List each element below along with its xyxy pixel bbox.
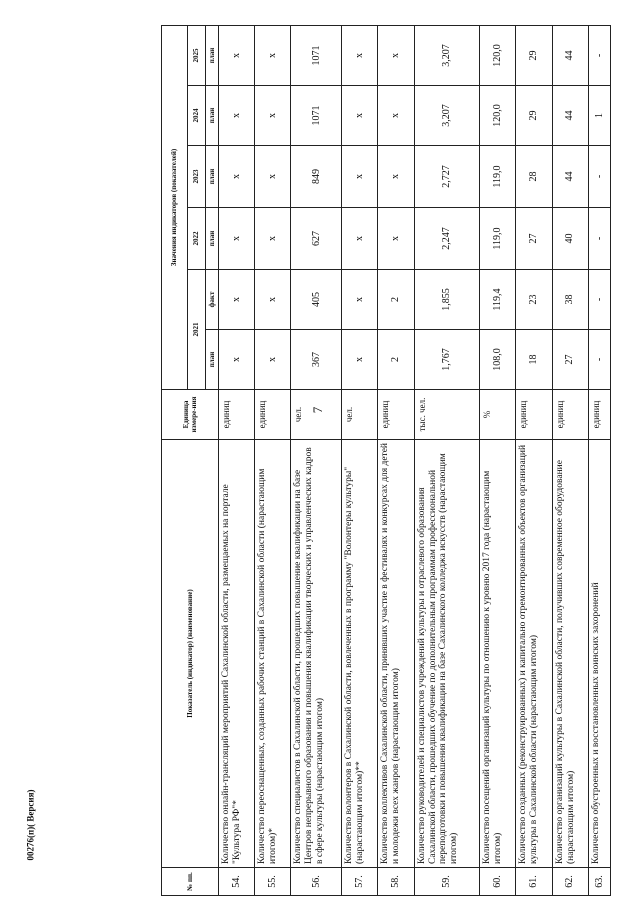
value-2022-plan: 27 <box>516 208 552 270</box>
value-2022-plan: x <box>255 208 291 270</box>
value-2021-plan: 1,767 <box>414 330 480 390</box>
value-2022-plan: 2,247 <box>414 208 480 270</box>
row-indicator-name: Количество коллективов Сахалинской области, принявших участие в фестивалях и конкурсах для детей и молодежи всех жанров (нарастающим итогом) <box>378 440 414 868</box>
column-header-year-2022: 2022 <box>188 208 206 270</box>
value-2022-plan: x <box>342 208 378 270</box>
column-header-plan: план <box>206 146 219 208</box>
value-2024-plan: 120,0 <box>480 86 516 146</box>
row-unit: единиц <box>552 390 588 440</box>
table-row <box>414 25 480 895</box>
value-2023-plan: 849 <box>291 146 342 208</box>
row-unit: единиц <box>516 390 552 440</box>
value-2023-plan: 2,727 <box>414 146 480 208</box>
value-2021-fact: x <box>342 270 378 330</box>
row-unit: тыс. чел. <box>414 390 480 440</box>
value-2022-plan: - <box>588 208 610 270</box>
row-indicator-name: Количество обустроенных и восстановленных воинских захоронений <box>588 440 610 868</box>
value-2024-plan: x <box>342 86 378 146</box>
value-2023-plan: 28 <box>516 146 552 208</box>
value-2024-plan: 1071 <box>291 86 342 146</box>
value-2025-plan: - <box>588 25 610 85</box>
value-2025-plan: x <box>219 25 255 85</box>
row-number: 54. <box>219 868 255 896</box>
row-indicator-name: Количество посещений организаций культуры по отношению к уровню 2017 года (нарастающим итогом) <box>480 440 516 868</box>
value-2024-plan: x <box>378 86 414 146</box>
table-row <box>291 25 342 895</box>
column-header-year-2023: 2023 <box>188 146 206 208</box>
row-unit: единиц <box>378 390 414 440</box>
value-2025-plan: 120,0 <box>480 25 516 85</box>
row-indicator-name: Количество руководителей и специалистов учреждений культуры и отраслевого образования Сахалинской области, прошедших обучение по дополнительным программам профессиональной переподготовки и повышения квалификации на базе Сахалинского колледжа искусств (нарастающим итогом) <box>414 440 480 868</box>
row-number: 58. <box>378 868 414 896</box>
column-header-plan: план <box>206 208 219 270</box>
row-number: 60. <box>480 868 516 896</box>
row-number: 61. <box>516 868 552 896</box>
column-header-year-2025: 2025 <box>188 25 206 85</box>
row-indicator-name: Количество специалистов в Сахалинской области, прошедших повышение квалификации на базе Центров непрерывного образования и повышения квалификации творческих и управленческих кадров в сфере культуры (нарастающим итогом) <box>291 440 342 868</box>
value-2024-plan: 44 <box>552 86 588 146</box>
indicators-table-container <box>161 26 611 896</box>
table-row <box>255 25 291 895</box>
row-number: 63. <box>588 868 610 896</box>
row-unit: единиц <box>255 390 291 440</box>
value-2025-plan: x <box>378 25 414 85</box>
value-2021-fact: 1,855 <box>414 270 480 330</box>
table-row <box>552 25 588 895</box>
value-2022-plan: x <box>219 208 255 270</box>
table-row <box>219 25 255 895</box>
value-2022-plan: 627 <box>291 208 342 270</box>
table-row <box>378 25 414 895</box>
row-indicator-name: Количество созданных (реконструированных) и капитально отремонтированных объектов организаций культуры в Сахалинской области (нарастающим итогом) <box>516 440 552 868</box>
value-2021-fact: 405 <box>291 270 342 330</box>
value-2025-plan: x <box>255 25 291 85</box>
row-number: 57. <box>342 868 378 896</box>
value-2023-plan: x <box>342 146 378 208</box>
value-2021-plan: x <box>219 330 255 390</box>
value-2021-fact: x <box>255 270 291 330</box>
value-2023-plan: 119,0 <box>480 146 516 208</box>
value-2021-plan: 367 <box>291 330 342 390</box>
value-2021-plan: 27 <box>552 330 588 390</box>
row-indicator-name: Количество организаций культуры в Сахалинской области, получивших современное оборудование (нарастающим итогом) <box>552 440 588 868</box>
value-2024-plan: x <box>255 86 291 146</box>
column-header-year-2021: 2021 <box>188 270 206 390</box>
column-header-plan: план <box>206 25 219 85</box>
column-header-year-2024: 2024 <box>188 86 206 146</box>
value-2025-plan: 3,207 <box>414 25 480 85</box>
value-2025-plan: 29 <box>516 25 552 85</box>
value-2021-fact: 23 <box>516 270 552 330</box>
value-2021-plan: 18 <box>516 330 552 390</box>
value-2021-fact: 2 <box>378 270 414 330</box>
value-2022-plan: 40 <box>552 208 588 270</box>
column-header-unit: Единица измере-ния <box>162 390 219 440</box>
page-number: 7 <box>309 406 325 414</box>
row-unit: единиц <box>219 390 255 440</box>
row-number: 59. <box>414 868 480 896</box>
document-version-label: 00276(п)( Версия) <box>25 789 36 861</box>
value-2021-plan: 108,0 <box>480 330 516 390</box>
value-2021-fact: 119,4 <box>480 270 516 330</box>
value-2022-plan: 119,0 <box>480 208 516 270</box>
value-2023-plan: - <box>588 146 610 208</box>
row-unit: % <box>480 390 516 440</box>
row-unit: чел. <box>342 390 378 440</box>
row-indicator-name: Количество онлайн-трансляций мероприятий Сахалинской области, размещаемых на портале "Культура РФ"* <box>219 440 255 868</box>
column-header-plan: план <box>206 86 219 146</box>
column-header-number: № пп. <box>162 868 219 896</box>
value-2021-fact: x <box>219 270 255 330</box>
value-2021-fact: 38 <box>552 270 588 330</box>
value-2022-plan: x <box>378 208 414 270</box>
table-row <box>516 25 552 895</box>
table-row <box>588 25 610 895</box>
column-header-name: Показатель (индикатор) (наименование) <box>162 440 219 868</box>
value-2025-plan: 44 <box>552 25 588 85</box>
value-2023-plan: x <box>219 146 255 208</box>
value-2023-plan: x <box>378 146 414 208</box>
value-2023-plan: 44 <box>552 146 588 208</box>
row-unit: единиц <box>588 390 610 440</box>
row-indicator-name: Количество волонтеров в Сахалинской области, вовлеченных в программу "Волонтеры культуры" (нарастающим итогом)** <box>342 440 378 868</box>
row-number: 62. <box>552 868 588 896</box>
indicators-table <box>161 25 611 896</box>
table-row <box>342 25 378 895</box>
value-2021-plan: 2 <box>378 330 414 390</box>
column-header-plan: план <box>206 330 219 390</box>
row-unit: чел. <box>291 390 342 440</box>
value-2024-plan: 1 <box>588 86 610 146</box>
value-2023-plan: x <box>255 146 291 208</box>
value-2021-plan: x <box>342 330 378 390</box>
table-row <box>480 25 516 895</box>
value-2025-plan: 1071 <box>291 25 342 85</box>
column-header-fact: факт <box>206 270 219 330</box>
column-header-values: Значения индикаторов (показателей) <box>162 25 188 389</box>
value-2024-plan: x <box>219 86 255 146</box>
row-number: 55. <box>255 868 291 896</box>
value-2021-plan: x <box>255 330 291 390</box>
value-2025-plan: x <box>342 25 378 85</box>
row-number: 56. <box>291 868 342 896</box>
row-indicator-name: Количество переоснащенных, созданных рабочих станций в Сахалинской области (нарастающим итогом)* <box>255 440 291 868</box>
value-2024-plan: 29 <box>516 86 552 146</box>
value-2024-plan: 3,207 <box>414 86 480 146</box>
value-2021-plan: - <box>588 330 610 390</box>
value-2021-fact: - <box>588 270 610 330</box>
